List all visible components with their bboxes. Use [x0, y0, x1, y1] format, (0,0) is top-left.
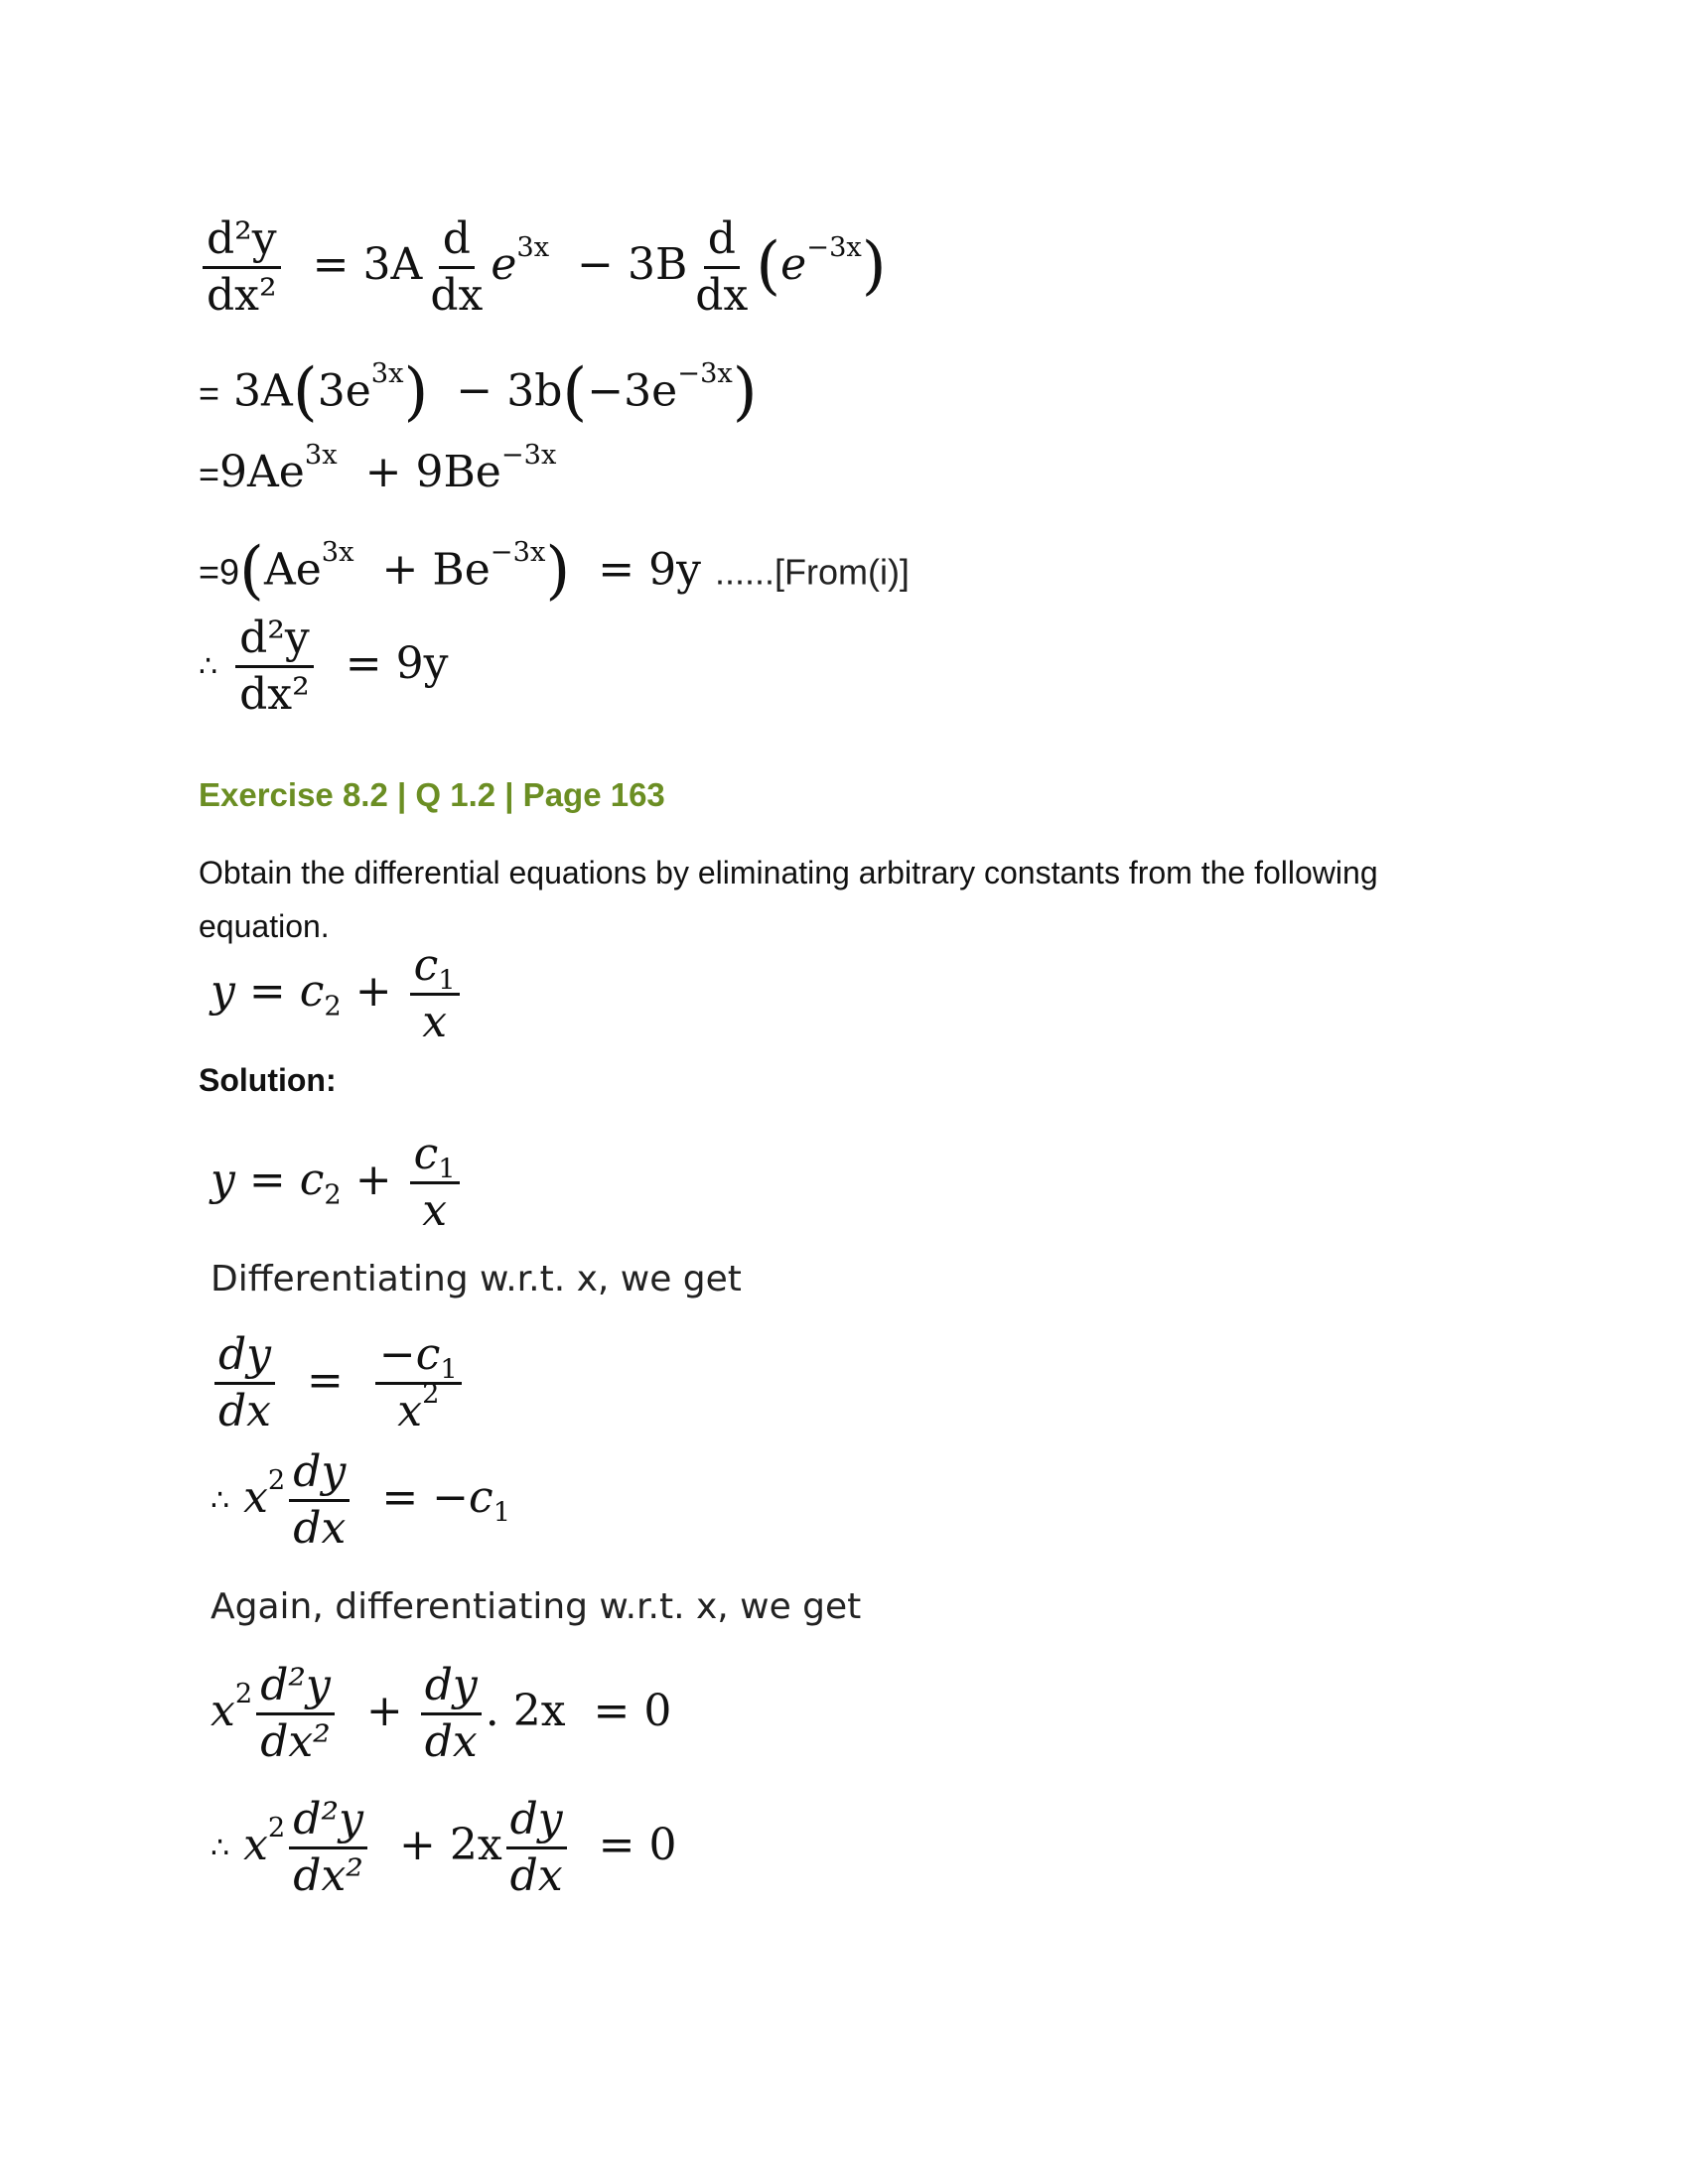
equation-step-4: $=9(Ae^{3x} + Be^{-3x}) = 9y$ ......[From(i)]	[199, 534, 910, 608]
solution-equation-4: $x^2$ $\frac{\text{d²y}}{\text{dx²}}$ + $\frac{dy}{dx}$ . 2x = 0	[211, 1660, 672, 1768]
fraction-d2y-dx2: $\frac{\text{d²y}}{\text{dx²}}$	[203, 216, 281, 319]
solution-label: Solution:	[199, 1062, 337, 1098]
solution-equation-2: $\frac{dy}{dx}$ = $\frac{-c_1}{x^2}$	[211, 1332, 466, 1434]
equation-step-2: = $3A(3e^{3x}) - 3b(-3e^{-3x})$	[199, 355, 758, 429]
solution-equation-5: ∴ $x^2$ $\frac{\text{d²y}}{\text{dx²}}$ + 2x $\frac{dy}{dx}$ = 0	[211, 1794, 677, 1902]
equation-second-derivative: $\frac{\text{d²y}}{\text{dx²}}$ = 3A $\frac{d}{dx}$ $e^{3x} - 3B$ $\frac{d}{dx}$ $(e^{-3x})$	[199, 216, 887, 319]
question-prompt: Obtain the differential equations by eliminating arbitrary constants from the following equation.	[199, 855, 1378, 944]
fraction-dy-dx: $\frac{dy}{dx}$	[289, 1449, 350, 1552]
solution-equation-1: $y = c_2$ + $\frac{c_1}{x}$	[211, 1132, 464, 1234]
fraction-d-dx: $\frac{d}{dx}$	[695, 213, 749, 322]
fraction-neg-c1-x2: $\frac{-c_1}{x^2}$	[375, 1332, 462, 1434]
fraction-d2y-dx2: $\frac{\text{d²y}}{\text{dx²}}$	[256, 1663, 335, 1765]
fraction-c1-x: $\frac{c_1}{x}$	[410, 943, 460, 1045]
exercise-heading: Exercise 8.2 | Q 1.2 | Page 163	[199, 776, 665, 813]
equation-step-3: $=9Ae^{3x} + 9Be^{-3x}$	[199, 439, 557, 497]
fraction-d2y-dx2: $\frac{\text{d²y}}{\text{dx²}}$	[289, 1797, 367, 1899]
step-2-text: Again, differentiating w.r.t. x, we get	[211, 1586, 862, 1627]
reference-note: ......[From(i)]	[714, 551, 910, 593]
fraction-dy-dx: $\frac{dy}{dx}$	[214, 1332, 275, 1434]
question-equation: $y = c_2$ + $\frac{c_1}{x}$	[211, 943, 464, 1045]
equation-result: ∴ $\frac{\text{d²y}}{\text{dx²}}$ = 9y	[199, 613, 449, 721]
solution-equation-3: ∴ $x^2$ $\frac{dy}{dx}$ = $-c_1$	[211, 1446, 511, 1555]
therefore-symbol: ∴	[199, 649, 218, 685]
step-1-text: Differentiating w.r.t. x, we get	[211, 1259, 742, 1299]
therefore-symbol: ∴	[211, 1831, 230, 1866]
fraction-d2y-dx2: $\frac{\text{d²y}}{\text{dx²}}$	[235, 615, 314, 718]
fraction-c1-x: $\frac{c_1}{x}$	[410, 1132, 460, 1234]
fraction-dy-dx: $\frac{dy}{dx}$	[506, 1797, 567, 1899]
therefore-symbol: ∴	[211, 1483, 230, 1519]
fraction-d-dx: $\frac{d}{dx}$	[430, 213, 484, 322]
fraction-dy-dx: $\frac{dy}{dx}$	[421, 1663, 482, 1765]
